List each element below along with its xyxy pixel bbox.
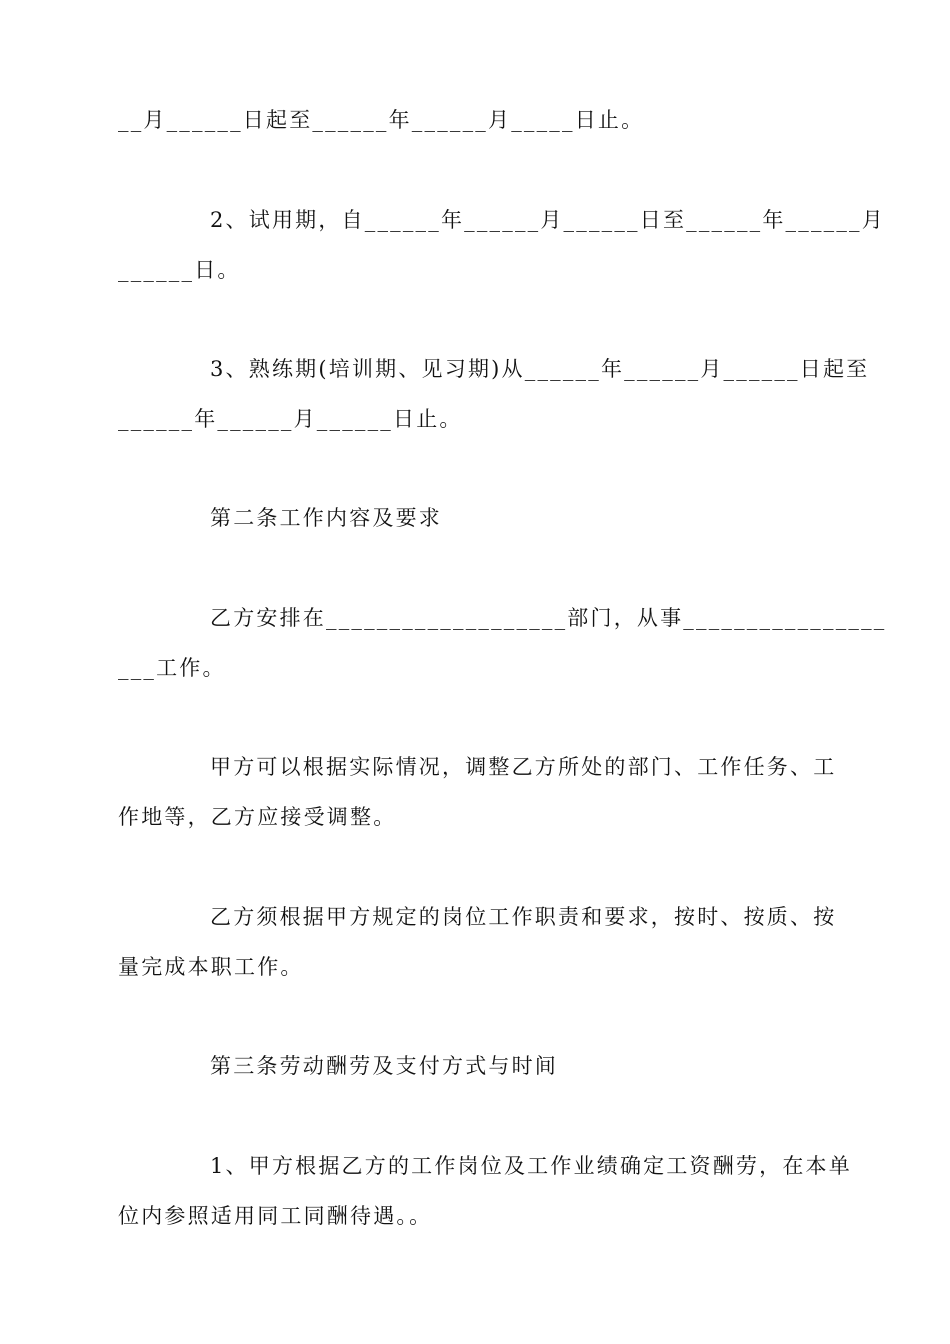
text-line-9: 甲方可以根据实际情况，调整乙方所处的部门、工作任务、工 [210,755,837,779]
section-heading-3: 第三条劳动酬劳及支付方式与时间 [210,1054,558,1078]
text-line-14: 1、甲方根据乙方的工作岗位及工作业绩确定工资酬劳，在本单 [210,1154,852,1178]
text-line-12: 量完成本职工作。 [118,955,304,979]
text-line-2: 2、试用期，自______年______月______日至______年______月 [210,208,885,232]
text-line-15: 位内参照适用同工同酬待遇。。 [118,1204,433,1228]
section-heading-2: 第二条工作内容及要求 [210,506,442,530]
text-line-8: ___工作。 [118,656,226,680]
text-line-3: ______日。 [118,258,241,282]
text-line-1: __月______日起至______年______月_____日止。 [118,108,645,132]
text-line-4: 3、熟练期(培训期、见习期)从______年______月______日起至 [210,357,870,381]
text-line-7: 乙方安排在___________________部门，从事________________ [210,606,887,630]
text-line-5: ______年______月______日止。 [118,407,463,431]
text-line-11: 乙方须根据甲方规定的岗位工作职责和要求，按时、按质、按 [210,905,837,929]
text-line-10: 作地等，乙方应接受调整。 [118,805,397,829]
